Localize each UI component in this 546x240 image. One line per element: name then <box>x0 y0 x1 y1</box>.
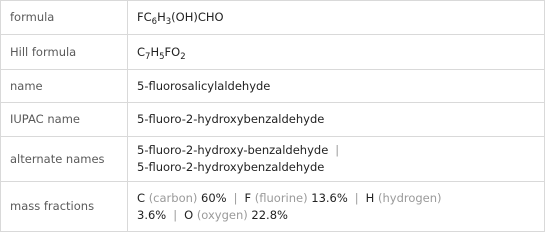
name-value: 5-fluorosalicylaldehyde <box>128 70 545 103</box>
row-label: IUPAC name <box>1 103 128 137</box>
table-row-formula <box>1 1 545 35</box>
mass-fraction-item: 3.6% <box>137 207 167 222</box>
mass-fraction-item: H (hydrogen) <box>365 190 442 205</box>
hill-formula-value: $C_7H_5FO_2$ <box>128 35 545 70</box>
mass-fraction-item: O (oxygen) 22.8% <box>184 207 288 222</box>
alternate-names-value <box>128 137 545 182</box>
formula-value: $FC_6H_3(OH)CHO$ <box>128 1 545 35</box>
table-row-mass-fractions <box>1 182 545 232</box>
mass-fraction-item: C (carbon) 60% <box>137 190 227 205</box>
row-label: Hill formula <box>1 35 128 70</box>
separator: | <box>233 190 238 205</box>
mass-fraction-item: F (fluorine) 13.6% <box>244 190 348 205</box>
table-row-name <box>1 70 545 103</box>
alternate-name: 5-fluoro-2-hydroxybenzaldehyde <box>137 160 325 174</box>
separator: | <box>354 190 359 205</box>
row-label: mass fractions <box>1 182 128 232</box>
table-row-hill-formula <box>1 35 545 70</box>
alternate-name: 5-fluoro-2-hydroxy-benzaldehyde <box>137 143 329 157</box>
row-label: name <box>1 70 128 103</box>
separator: | <box>173 207 178 222</box>
mass-fractions-value <box>128 182 545 232</box>
table-row-iupac-name <box>1 103 545 137</box>
separator: | <box>335 143 340 157</box>
row-label: formula <box>1 1 128 35</box>
iupac-name-value: 5-fluoro-2-hydroxybenzaldehyde <box>128 103 545 137</box>
row-label: alternate names <box>1 137 128 182</box>
table-row-alternate-names <box>1 137 545 182</box>
